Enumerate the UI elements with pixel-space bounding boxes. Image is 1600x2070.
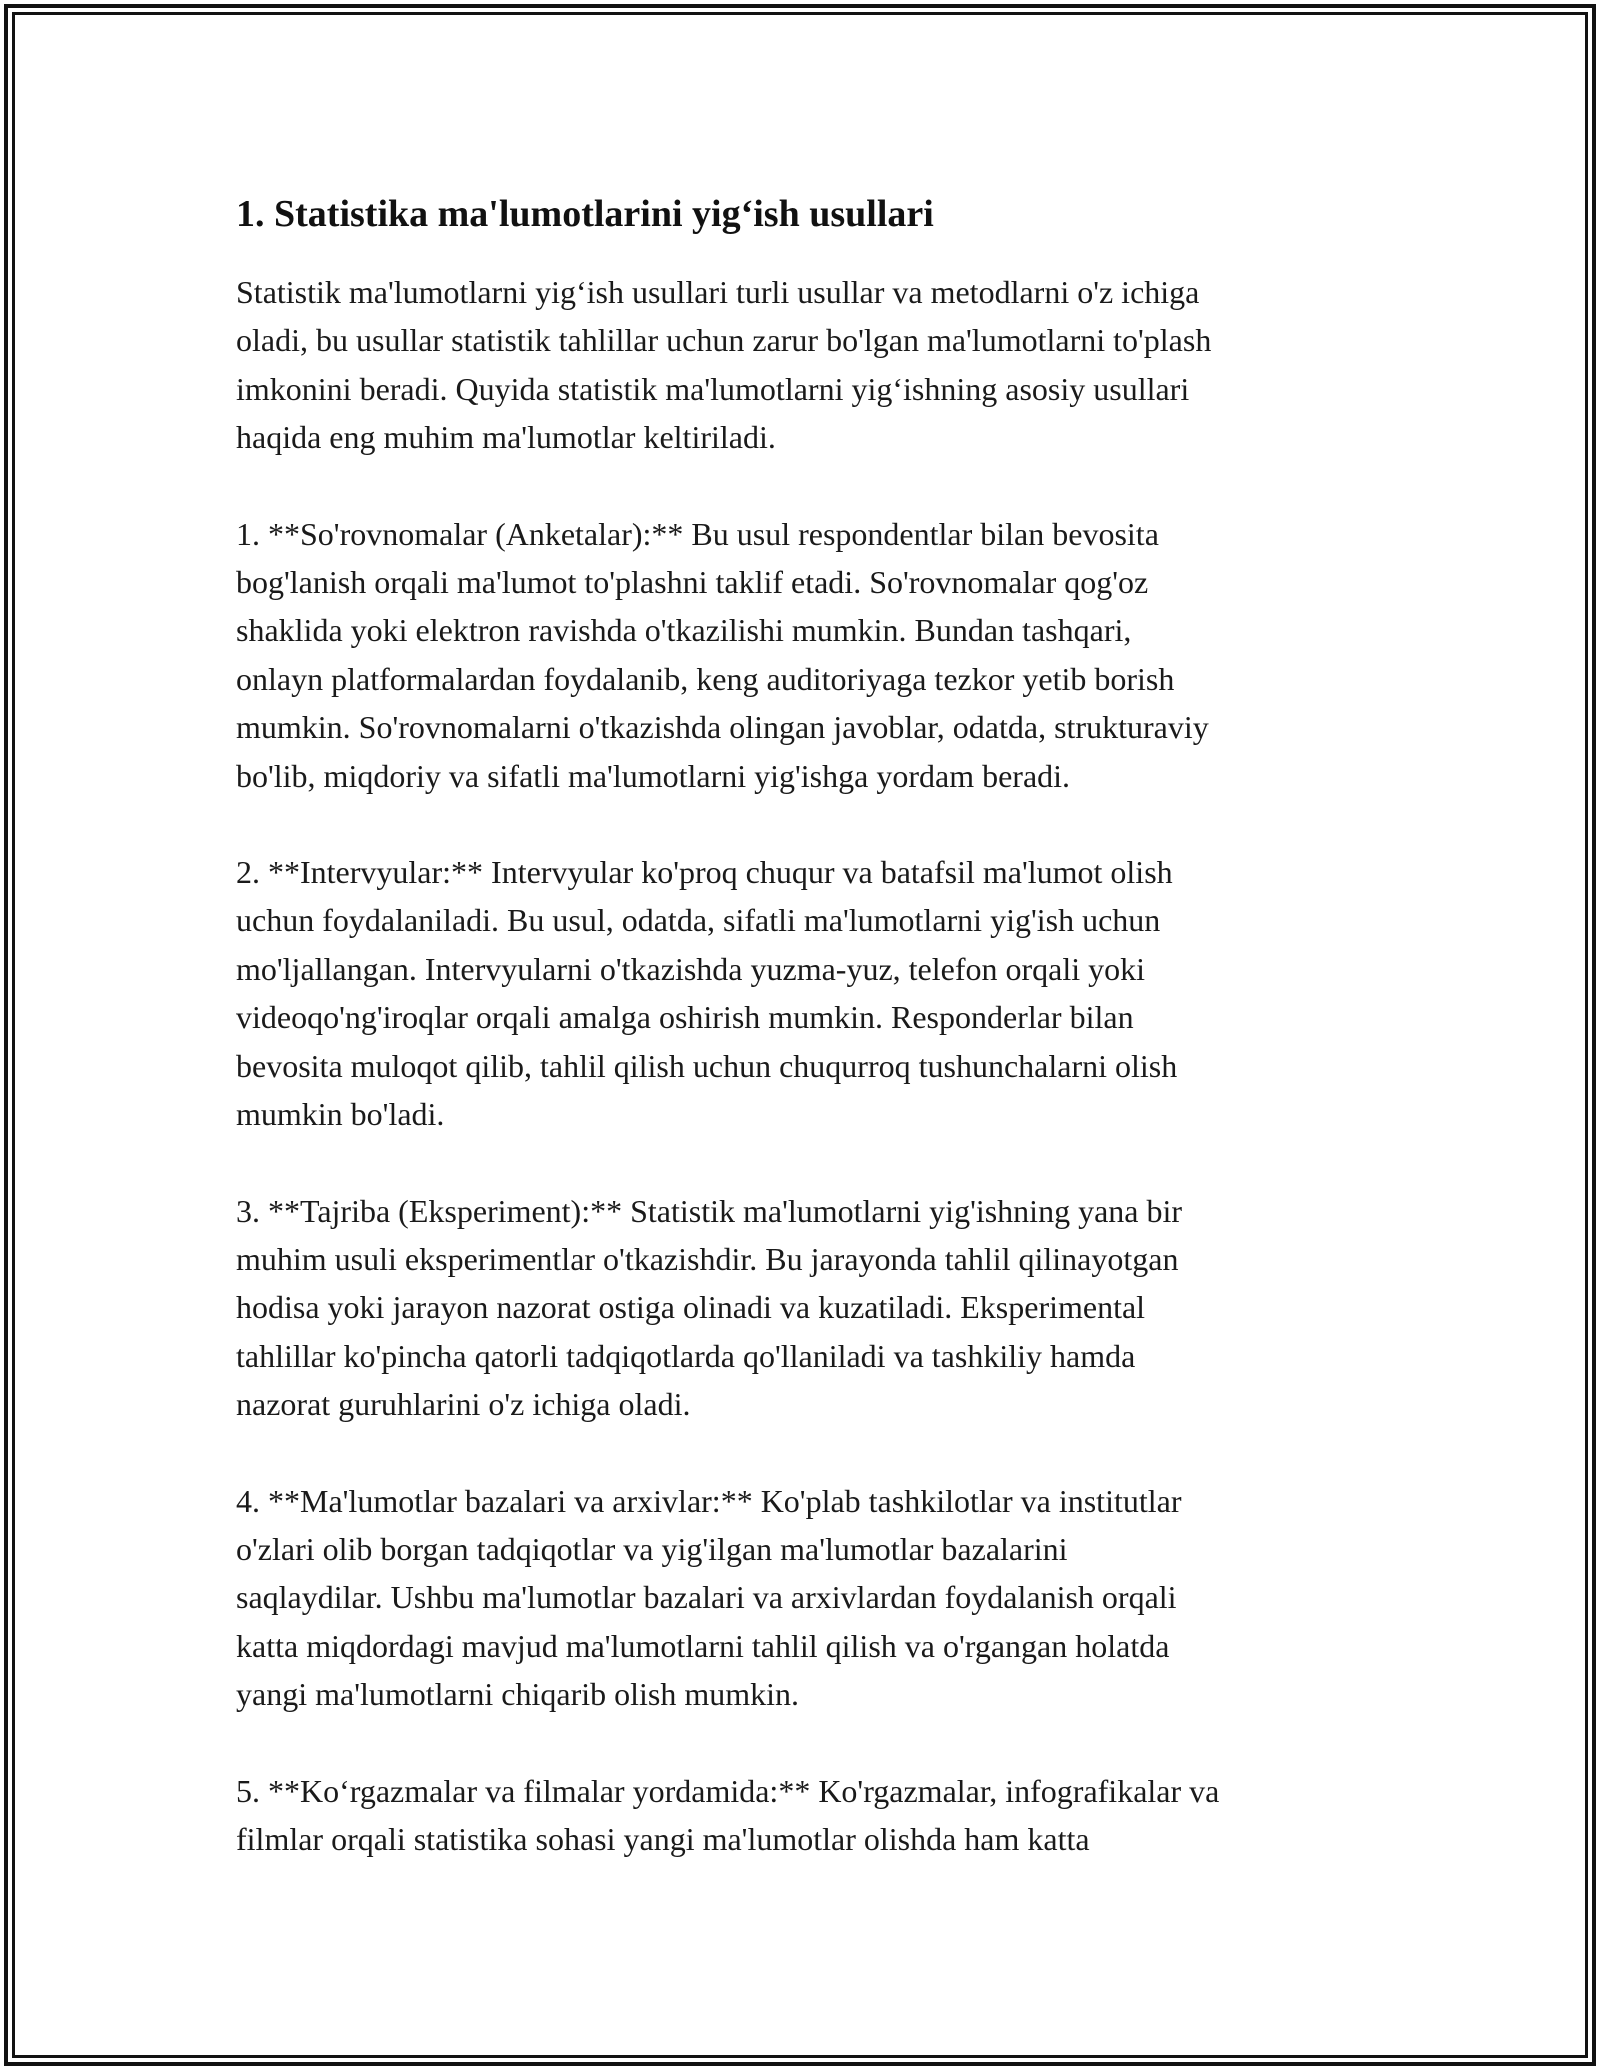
paragraph-exhibitions: 5. **Ko‘rgazmalar va filmalar yordamida:** Ko'rgazmalar, infografikalar va filmlar orqali statistika sohasi yangi ma'lumotlar olishda ham katta [236,1772,1220,1857]
document-body [236,186,1386,1863]
paragraph-experiment: 3. **Tajriba (Eksperiment):** Statistik ma'lumotlarni yig'ishning yana bir muhim usuli eksperimentlar o'tkazishdir. Bu jarayonda tahlil qilinayotgan hodisa yoki jarayon nazorat ostiga olinadi va kuzatiladi. Eksperimental tahlillar ko'pincha qatorli tadqiqotlarda qo'llaniladi va tashkiliy hamda nazorat guruhlarini o'z ichiga oladi. [236,1192,1183,1423]
intro-paragraph: Statistik ma'lumotlarni yig‘ish usullari turli usullar va metodlarni o'z ichiga oladi, bu usullar statistik tahlillar uchun zarur bo'lgan ma'lumotlarni to'plash imkonini beradi. Quyida statistik ma'lumotlarni yig‘ishning asosiy usullari haqida eng muhim ma'lumotlar keltiriladi. [236,274,1212,456]
paragraph-surveys: 1. **So'rovnomalar (Anketalar):** Bu usul respondentlar bilan bevosita bog'lanish orqali ma'lumot to'plashni taklif etadi. So'rovnomalar qog'oz shaklida yoki elektron ravishda o'tkazilishi mumkin. Bundan tashqari, onlayn platformalardan foydalanib, keng auditoriyaga tezkor yetib borish mumkin. So'rovnomalarni o'tkazishda olingan javoblar, odatda, strukturaviy bo'lib, miqdoriy va sifatli ma'lumotlarni yig'ishga yordam beradi. [236,515,1209,794]
paragraph-databases: 4. **Ma'lumotlar bazalari va arxivlar:** Ko'plab tashkilotlar va institutlar o'zlari olib borgan tadqiqotlar va yig'ilgan ma'lumotlar bazalarini saqlaydilar. Ushbu ma'lumotlar bazalari va arxivlardan foydalanish orqali katta miqdordagi mavjud ma'lumotlarni tahlil qilish va o'rgangan holatda yangi ma'lumotlarni chiqarib olish mumkin. [236,1482,1182,1713]
paragraph-interviews: 2. **Intervyular:** Intervyular ko'proq chuqur va batafsil ma'lumot olish uchun foydalaniladi. Bu usul, odatda, sifatli ma'lumotlarni yig'ish uchun mo'ljallangan. Intervyularni o'tkazishda yuzma-yuz, telefon orqali yoki videoqo'ng'iroqlar orqali amalga oshirish mumkin. Responderlar bilan bevosita muloqot qilib, tahlil qilish uchun chuqurroq tushunchalarni olish mumkin bo'ladi. [236,854,1178,1133]
section-heading: 1. Statistika ma'lumotlarini yig‘ish usullari [236,193,934,235]
